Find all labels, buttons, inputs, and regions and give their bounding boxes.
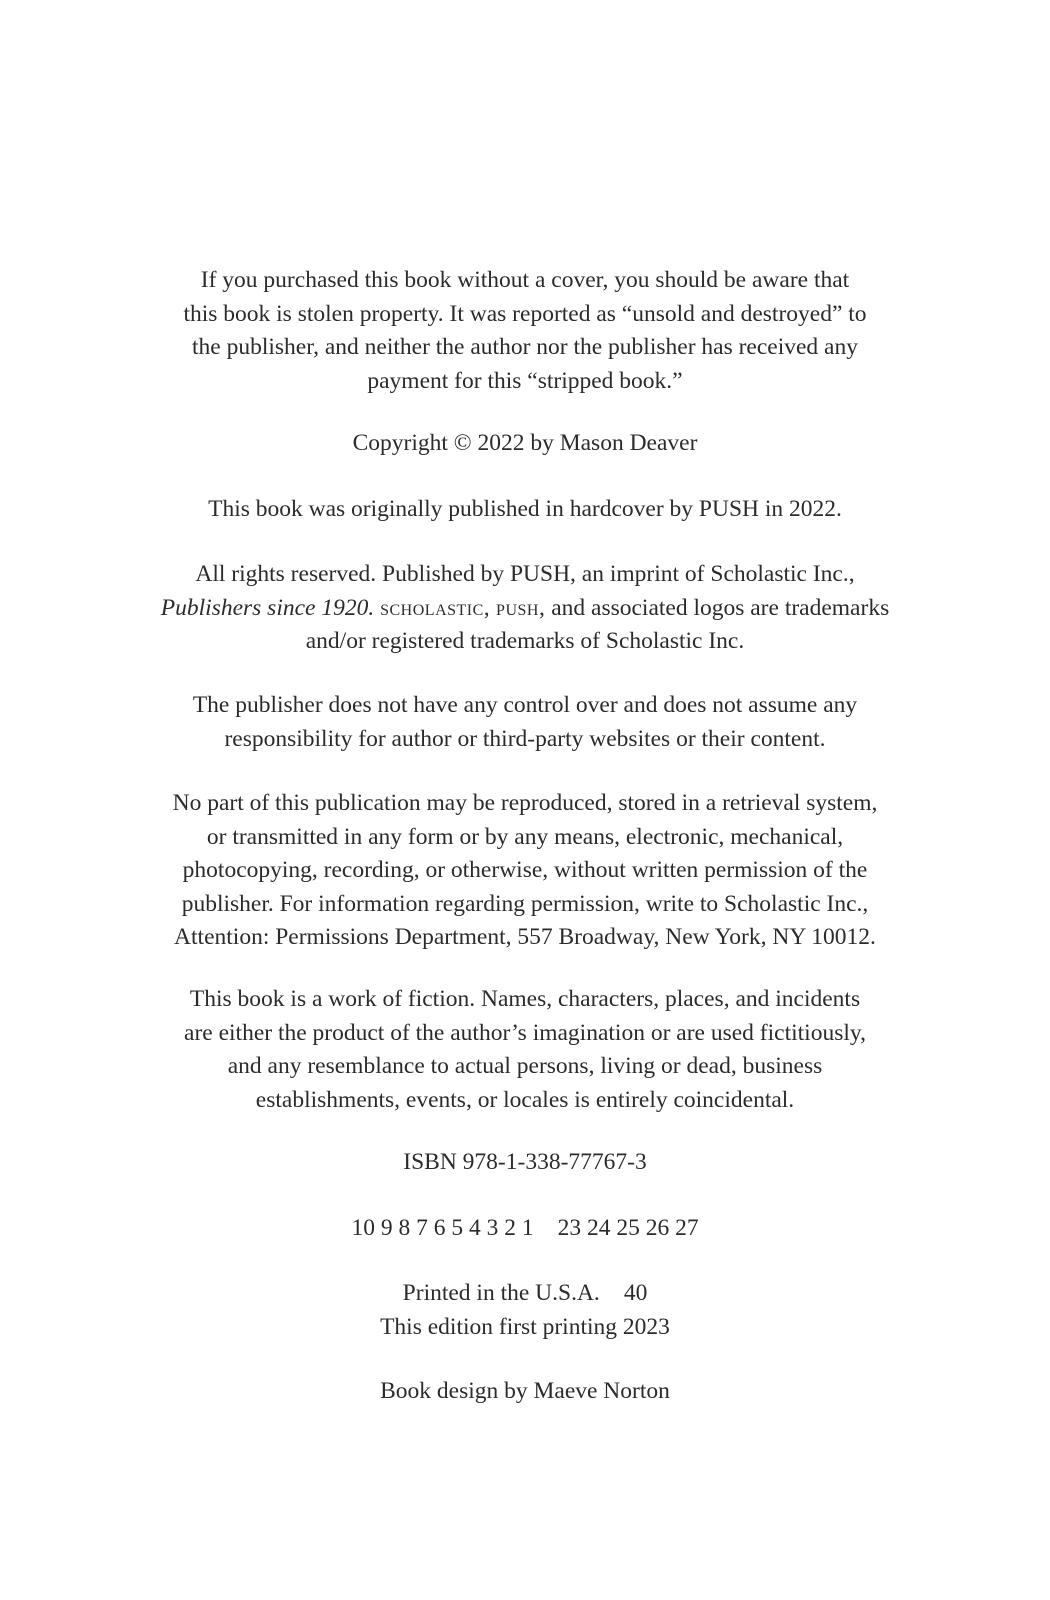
scholastic-trademark: scholastic, [380,594,491,621]
fiction-line: and any resemblance to actual persons, living or dead, business [227,1053,823,1079]
rights-statement [0,558,1050,659]
reproduction-line: Attention: Permissions Department, 557 Broadway, New York, NY 10012. [174,924,876,950]
reproduction-line: publisher. For information regarding permission, write to Scholastic Inc., [181,890,869,917]
rights-line: and/or registered trademarks of Scholastic Inc. [305,628,745,654]
design-credit-text: Book design by Maeve Norton [380,1378,670,1404]
notice-line: this book is stolen property. It was reported as “unsold and destroyed” to [183,300,867,327]
fiction-line: establishments, events, or locales is entirely coincidental. [255,1086,795,1113]
publishers-since-italic: Publishers since 1920. [160,594,375,621]
rights-line [0,592,1050,626]
printing-line [0,1212,1050,1246]
design-credit [0,1375,1050,1409]
disclaimer-line: The publisher does not have any control over and does not assume any [192,692,858,718]
disclaimer-line: responsibility for author or third-party websites or their content. [224,725,826,752]
fiction-disclaimer [0,983,1050,1117]
reproduction-line: photocopying, recording, or otherwise, without written permission of the [182,857,868,883]
printing-info [0,1277,1050,1344]
copyright-line [0,427,1050,461]
original-publication-line [0,493,1050,527]
notice-line: payment for this “stripped book.” [367,367,683,394]
printed-country: Printed in the U.S.A. [402,1280,600,1306]
notice-line: the publisher, and neither the author nor the publisher has received any [192,334,858,360]
stolen-book-notice [0,264,1050,398]
rights-line: All rights reserved. Published by PUSH, an imprint of Scholastic Inc., [195,561,855,587]
isbn-text: ISBN 978-1-338-77767-3 [403,1149,647,1175]
push-trademark: push, [496,594,546,621]
printed-in-row [0,1277,1050,1311]
print-years: 23 24 25 26 27 [557,1215,699,1241]
edition-line: This edition first printing 2023 [380,1313,670,1340]
reproduction-notice [0,787,1050,955]
website-disclaimer [0,689,1050,756]
fiction-line: This book is a work of fiction. Names, characters, places, and incidents [189,986,861,1012]
original-publication-text: This book was originally published in hardcover by PUSH in 2022. [208,496,842,522]
notice-line: If you purchased this book without a cover, you should be aware that [200,267,850,293]
printer-code: 40 [623,1280,648,1306]
reproduction-line: or transmitted in any form or by any means, electronic, mechanical, [206,823,844,850]
copyright-text: Copyright © 2022 by Mason Deaver [352,430,698,456]
reproduction-line: No part of this publication may be reproduced, stored in a retrieval system, [172,790,878,816]
fiction-line: are either the product of the author’s imagination or are used fictitiously, [184,1019,866,1046]
rights-line-rest: and associated logos are trademarks [551,594,890,621]
isbn-line [0,1146,1050,1180]
printing-line-row [0,1212,1050,1246]
print-run-numbers: 10 9 8 7 6 5 4 3 2 1 [351,1215,534,1241]
